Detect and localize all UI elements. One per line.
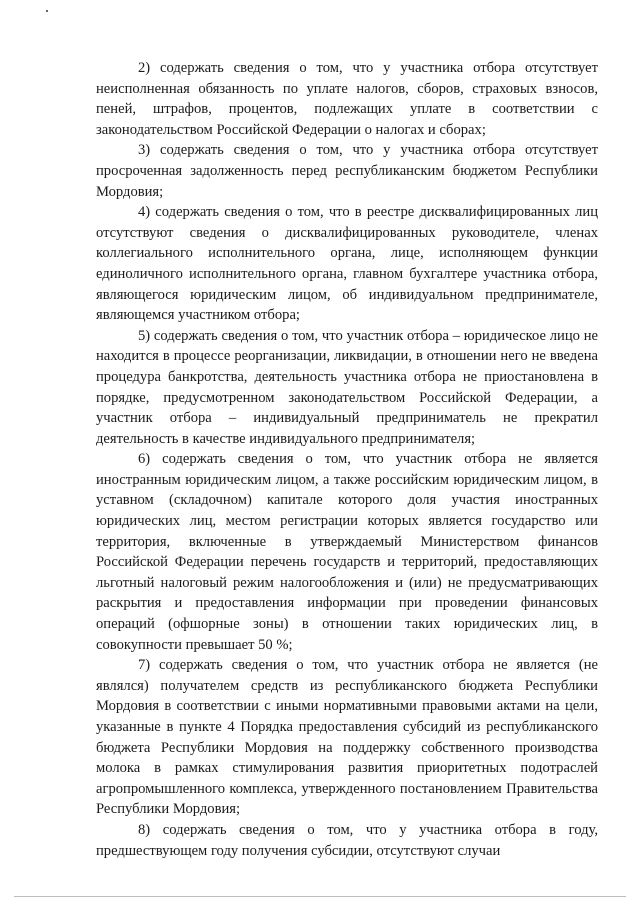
paragraph-item-5: 5) содержать сведения о том, что участник отбора – юридическое лицо не находится в процессе реорганизации, ликвидации, в отношении него не введена процедура банкротства, деятельность участника отбора не приостановлена в порядке, предусмотренном законодательством Российской Федерации, а участник отбора – индивидуальный предприниматель не прекратил деятельность в качестве индивидуального предпринимателя; [96, 327, 598, 447]
paragraph-item-7: 7) содержать сведения о том, что участник отбора не является (не являлся) получателем средств из республиканского бюджета Республики Мордовия в соответствии с иными нормативными правовыми актами на цели, указанные в пункте 4 Порядка предоставления субсидий из республиканского бюджета Республики Мордовия на поддержку собственного производства молока в рамках стимулирования развития приоритетных подотраслей агропромышленного комплекса, утвержденного постановлением Правительства Республики Мордовия; [96, 657, 598, 818]
page-bottom-divider [14, 896, 626, 897]
paragraph-item-8: 8) содержать сведения о том, что у участника отбора в году, предшествующем году получения субсидии, отсутствуют случаи [96, 821, 598, 859]
scan-mark [46, 10, 48, 12]
paragraph-item-4: 4) содержать сведения о том, что в реестре дисквалифицированных лиц отсутствуют сведения о дисквалифицированных руководителе, членах коллегиального исполнительного органа, лице, исполняющем функции единоличного исполнительного органа, главном бухгалтере участника отбора, являющегося юридическим лицом, об индивидуальном предпринимателе, являющемся участником отбора; [96, 204, 598, 324]
document-body [96, 58, 598, 861]
paragraph-item-2: 2) содержать сведения о том, что у участника отбора отсутствует неисполненная обязанность по уплате налогов, сборов, страховых взносов, пеней, штрафов, процентов, подлежащих уплате в соответствии с законодательством Российской Федерации о налогах и сборах; [96, 60, 598, 138]
paragraph-item-3: 3) содержать сведения о том, что у участника отбора отсутствует просроченная задолженность перед республиканским бюджетом Республики Мордовия; [96, 142, 598, 200]
paragraph-item-6: 6) содержать сведения о том, что участник отбора не является иностранным юридическим лицом, а также российским юридическим лицом, в уставном (складочном) капитале которого доля участия иностранных юридических лиц, местом регистрации которых является государство или территория, включенные в утверждаемый Министерством финансов Российской Федерации перечень государств и территорий, предоставляющих льготный налоговый режим налогообложения и (или) не предусматривающих раскрытия и предоставления информации при проведении финансовых операций (офшорные зоны) в отношении таких юридических лиц, в совокупности превышает 50 %; [96, 451, 598, 653]
